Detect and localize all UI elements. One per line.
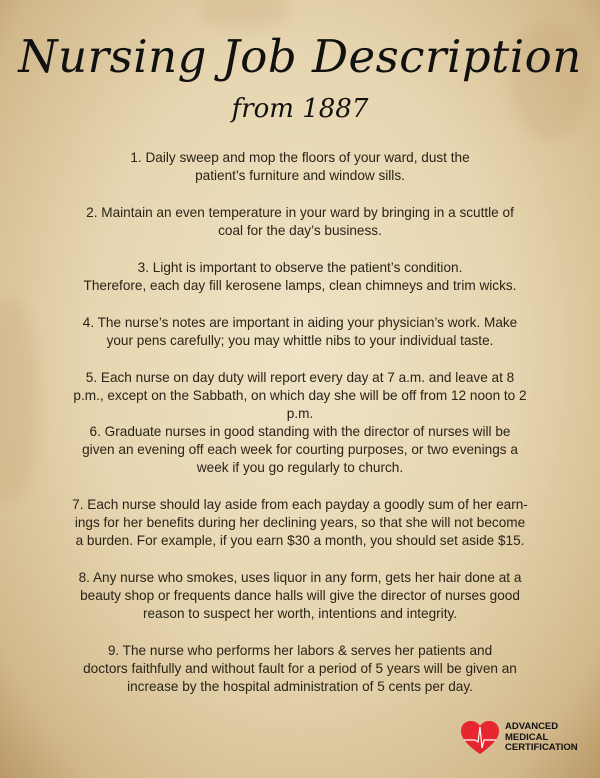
duty-line: patient’s furniture and window sills. — [195, 168, 405, 183]
logo-line-1: ADVANCED — [505, 721, 559, 733]
duty-item — [20, 259, 580, 295]
duty-line: reason to suspect her worth, intentions and integrity. — [142, 606, 458, 621]
duty-item — [20, 642, 580, 696]
duty-line: 1. Daily sweep and mop the floors of your ward, dust the — [130, 150, 470, 165]
duty-line: 9. The nurse who performs her labors & serves her patients and — [107, 643, 493, 658]
duty-item — [20, 149, 580, 185]
duty-line: 4. The nurse’s notes are important in aiding your physician’s work. Make — [82, 315, 518, 330]
logo-line-2: MEDICAL — [505, 731, 549, 743]
duty-line: coal for the day’s business. — [218, 223, 382, 238]
duty-line: 3. Light is important to observe the patient’s condition. — [137, 260, 463, 275]
duty-line: 8. Any nurse who smokes, uses liquor in any form, gets her hair done at a — [78, 570, 522, 585]
duty-line: ings for her benefits during her declining years, so that she will not become — [74, 515, 526, 530]
duty-line: 6. Graduate nurses in good standing with the director of nurses will be — [89, 424, 511, 439]
logo-line-3: CERTIFICATION — [505, 742, 578, 754]
duty-line: Therefore, each day fill kerosene lamps, clean chimneys and trim wicks. — [83, 278, 517, 293]
duty-item — [20, 496, 580, 550]
duty-item — [20, 314, 580, 350]
duty-line: 5. Each nurse on day duty will report every day at 7 a.m. and leave at 8 — [85, 370, 515, 385]
page-title: Nursing Job Description — [18, 30, 582, 83]
duty-item — [20, 569, 580, 623]
duty-line: p.m., except on the Sabbath, on which day she will be off from 12 noon to 2 — [73, 388, 527, 403]
duty-item — [20, 369, 580, 423]
duty-item — [20, 204, 580, 240]
duty-item — [20, 423, 580, 477]
duty-line: a burden. For example, if you earn $30 a month, you should set aside $15. — [75, 533, 525, 548]
duty-line: 7. Each nurse should lay aside from each payday a goodly sum of her earn- — [72, 497, 528, 512]
duty-line: doctors faithfully and without fault for a period of 5 years will be given an — [83, 661, 517, 676]
duty-line: p.m. — [286, 406, 314, 421]
job-description-list — [20, 149, 580, 715]
duty-line: beauty shop or frequents dance halls will give the director of nurses good — [80, 588, 520, 603]
duty-line: week if you go regularly to church. — [196, 460, 404, 475]
paper-stain — [200, 0, 290, 30]
heart-ecg-icon — [461, 721, 499, 755]
duty-line: your pens carefully; you may whittle nibs to your individual taste. — [106, 333, 494, 348]
duty-line: increase by the hospital administration of 5 cents per day. — [127, 679, 473, 694]
duty-line: given an evening off each week for courting purposes, or two evenings a — [82, 442, 518, 457]
page-subtitle: from 1887 — [231, 94, 369, 124]
company-logo — [461, 721, 578, 755]
duty-line: 2. Maintain an even temperature in your ward by bringing in a scuttle of — [86, 205, 514, 220]
